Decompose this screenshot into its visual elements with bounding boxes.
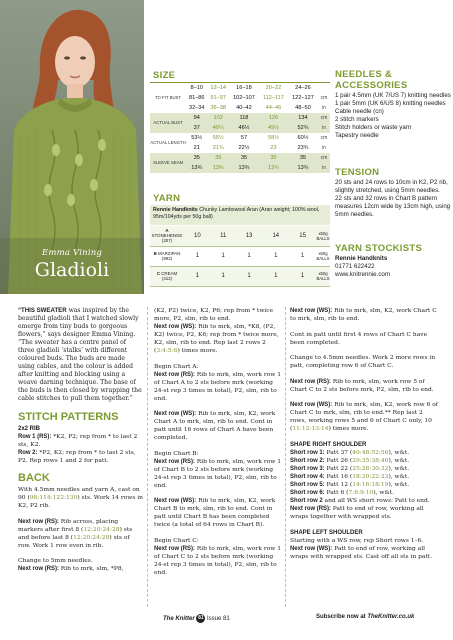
size-label-sleeve-seam: SLEEVE SEAM <box>150 153 186 173</box>
text: Patt 26 ( <box>324 456 353 464</box>
size-label-actual-bust: ACTUAL BUST <box>150 113 186 133</box>
rib-row-2 <box>18 449 143 465</box>
row-label: Next row (WS): <box>290 402 333 409</box>
size-values: 29:35:38:40 <box>352 456 389 464</box>
size-values: 18:20:22:23 <box>352 472 389 480</box>
row-label: Next row (WS): <box>290 308 333 314</box>
rib-heading: 2x2 RIB <box>18 425 41 432</box>
page-number-badge: 81 <box>198 615 204 621</box>
size-unit: cm <box>320 134 328 141</box>
text: ) sts. Work 14 rows in K2, P2 rib. <box>18 494 143 510</box>
yarn-cell: 1 <box>211 266 236 286</box>
row-label: Short row 1: <box>290 449 325 456</box>
text: Patt 12 ( <box>324 480 353 488</box>
chart-a-heading: Begin Chart A: <box>154 362 199 370</box>
yarn-unit-balls: BALLS <box>316 235 330 241</box>
size-cell: 35 <box>207 153 228 163</box>
yarn-letter: B <box>153 250 157 256</box>
size-cell: 118 <box>229 113 259 123</box>
size-cell: 22½ <box>238 144 250 151</box>
cont-patt: Cont in patt until first 4 rows of Chart C have been completed. <box>290 330 428 346</box>
row-label: Next row (WS): <box>154 498 197 505</box>
yarn-brand: Rennie Handknits <box>153 207 198 213</box>
short-row <box>290 481 440 489</box>
chart-b-heading: Begin Chart B: <box>154 449 199 457</box>
size-cell: 81–86 <box>188 94 205 101</box>
intro-paragraph <box>18 307 143 403</box>
shape-right-shoulder-heading: SHAPE RIGHT SHOULDER <box>290 441 367 448</box>
table-row <box>150 226 330 246</box>
yarn-unit <box>316 246 330 266</box>
left-shoulder-intro: Starting with a WS row, rep Short rows 1–6. <box>290 536 424 544</box>
change-needles: Change to 4.5mm needles. Work 2 more rows in patt, completing row 6 of Chart C. <box>290 354 436 370</box>
text: ) sts of row. Work 1 row even in rib. <box>18 533 130 549</box>
row-label: Short row 4: <box>290 473 325 480</box>
row-label: Row 1 (RS): <box>18 433 52 440</box>
short-row <box>290 473 440 481</box>
table-row <box>150 113 330 123</box>
ws-row <box>154 323 282 355</box>
size-cell: 58½ <box>267 134 279 141</box>
row-label: Short row 2 <box>290 497 323 504</box>
column-divider <box>285 307 286 607</box>
size-unit <box>318 83 330 93</box>
row-label: Next row (RS): <box>154 545 195 552</box>
size-values: 40:48:52:56 <box>352 448 389 456</box>
pattern-title: Gladioli <box>34 259 110 281</box>
needles-heading-line1: NEEDLES & <box>335 69 393 80</box>
table-row <box>150 266 330 286</box>
footer-magazine <box>163 614 230 623</box>
text: ), w&t. <box>388 472 410 480</box>
text: Rib across, placing markers after first 8 ( <box>18 517 119 533</box>
yarn-unit-weight: x50g <box>318 251 328 256</box>
size-cell: 126 <box>259 113 288 123</box>
yarn-colour <box>150 266 184 286</box>
left-shoulder-ws <box>290 545 440 561</box>
text: ) times more. <box>177 347 218 354</box>
chart-b-rs <box>154 458 282 490</box>
yarn-cell: 13 <box>236 226 263 246</box>
model-photo <box>0 0 144 294</box>
text: ), w&t. <box>388 480 410 488</box>
size-cell: 35 <box>259 153 288 163</box>
row-label: Next row (RS): <box>154 371 195 378</box>
row-label: Short row 6: <box>290 489 325 496</box>
row-label: Next row (RS): <box>290 378 331 385</box>
yarn-cell: 1 <box>262 246 289 266</box>
row-text: *K2, P2; rep from * to last 2 sts, K2. <box>18 432 138 448</box>
text: Patt 16 ( <box>324 472 353 480</box>
yarn-cell: 1 <box>236 266 263 286</box>
yarn-unit-balls: BALLS <box>316 256 330 261</box>
short-row-ws <box>290 497 440 505</box>
size-table <box>150 82 330 173</box>
size-values: 12:20:24:28 <box>73 533 110 541</box>
yarn-colour-code: (207) <box>161 238 173 244</box>
back-markers <box>18 518 143 550</box>
chart-b-ws <box>154 497 282 529</box>
row-text: Rib to mrk, slm, K2, work Chart A to mrk, slm, rib to end. Cont in patt until 16 rows of Chart A have been completed. <box>154 410 276 442</box>
column-divider <box>147 307 148 607</box>
table-row <box>150 246 330 266</box>
intro-text: was inspired by the beautiful gladioli that I watched slowly emerge from tiny buds to gorgeous flowers,” says designer Emma Vining. “The sweater has a centre panel of three gladioli ‘stalks’ with different coloured buds. The buds are made using cables, and the colour is added after knitting and blocking using a weave darning technique. The base of the buds is then closed by wrapping the cable stitches to pull them together.” <box>18 307 142 402</box>
size-unit: in <box>318 163 330 173</box>
text: ), w&t. <box>388 464 410 472</box>
yarn-unit-weight: x50g <box>318 230 328 236</box>
size-cell: 13¾ <box>288 163 318 173</box>
yarn-unit-weight: x50g <box>318 271 328 276</box>
text: Rib to mrk, slm, K2, work row 6 of Chart C to mrk, slm, rib to end.** Rep last 2 rows, working rows 5 and 6 of Chart C only, 10 ( <box>290 401 439 433</box>
row-label: Row 2: <box>18 449 38 456</box>
size-cell: 44–46 <box>265 104 282 111</box>
shape-left-shoulder-heading: SHAPE LEFT SHOULDER <box>290 529 363 536</box>
list-item: 1 pair 5mm (UK 6/US 8) knitting needles <box>335 100 446 108</box>
list-item: 2 stitch markers <box>335 116 379 124</box>
size-cell: 13¾ <box>259 163 288 173</box>
size-cell: 35 <box>186 153 207 163</box>
yarn-cell: 1 <box>289 266 316 286</box>
chart-c-rs <box>154 545 282 577</box>
size-cell: 91–97 <box>210 94 226 101</box>
row-text: Rib to mrk, slm, *P8, <box>58 565 124 573</box>
short-row <box>290 489 440 497</box>
text: With 4.5mm needles and yarn A, cast on 90 ( <box>18 486 140 502</box>
size-unit: cm <box>320 94 328 101</box>
row-label: Short row 3: <box>290 465 325 472</box>
size-cell: 23 <box>270 144 277 151</box>
yarn-colour-name: CREAM <box>161 270 178 276</box>
row-text: Rib to mrk, slm, work row 1 of Chart B to 2 sts before mrk (working 24-st rep 3 times in total), P2, slm, rib to end. <box>154 457 282 489</box>
yarn-colour-name: MARZIPAN <box>158 250 181 256</box>
chart-a-ws <box>154 410 282 442</box>
rs-end-row <box>290 505 440 521</box>
row-text: Rib to mrk, slm, work row 1 of Chart A to 2 sts before mrk (working 24-st rep 3 times in total), P2, slm, rib to end. <box>154 370 282 402</box>
row-label: Next row (WS): <box>154 411 197 418</box>
yarn-cell: 1 <box>236 246 263 266</box>
subscribe-link[interactable]: TheKnitter.co.uk <box>367 614 415 620</box>
text: ) sts and before last 8 ( <box>18 525 133 541</box>
size-cell: 49½ <box>259 123 288 133</box>
size-cell: 21¾ <box>212 144 224 151</box>
stitch-patterns-heading: STITCH PATTERNS <box>18 410 119 423</box>
size-values: 7:8:9:10 <box>348 488 374 496</box>
size-cell: 13¾ <box>207 163 228 173</box>
list-item: Tapestry needle <box>335 132 379 140</box>
size-cell: 102–107 <box>233 94 255 101</box>
size-cell: 32–34 <box>188 104 205 111</box>
yarn-cell: 1 <box>262 266 289 286</box>
short-row <box>290 465 440 473</box>
rib-row-1 <box>18 433 143 449</box>
yarn-cell: 15 <box>289 226 316 246</box>
text: Rib to mrk, slm, *K8, (P2, K2) twice, P2, K6; rep from * twice more, K2, slm, rib to end. Rep last 2 rows 2 ( <box>154 323 279 354</box>
row-text: Rib to mrk, slm, work row 1 of Chart C to 2 sts before mrk (working 24-st rep 3 times in total), P2, slm, rib to end. <box>154 544 282 576</box>
size-cell: 13¾ <box>229 163 259 173</box>
size-label-actual-length: ACTUAL LENGTH <box>150 140 186 145</box>
size-cell: 52¾ <box>288 123 318 133</box>
row-text: Patt to end of row, working all wraps with wrapped sts. Cast off all sts in patt. <box>290 544 433 560</box>
yarn-cell: 1 <box>184 246 211 266</box>
size-unit: in <box>322 104 326 111</box>
yarn-colour-code: (992) <box>161 256 173 261</box>
column-3 <box>290 307 440 568</box>
tension-paragraph: 20 sts and 24 rows to 10cm in K2, P2 rib, slightly stretched, using 5mm needles. <box>335 179 448 195</box>
size-values: 98:114:122:130 <box>29 494 78 502</box>
text: ), w&t. <box>388 456 410 464</box>
size-cell: 12–14 <box>207 83 228 93</box>
short-row <box>290 449 440 457</box>
size-cell: 55½ <box>212 134 224 141</box>
size-cell: 46½ <box>229 123 259 133</box>
tension-paragraph: 22 sts and 32 rows in Chart B pattern measures 12cm wide by 13cm high, using 5mm needles. <box>335 195 451 219</box>
ws-row-rep <box>290 401 440 433</box>
short-row <box>290 457 440 465</box>
row-text: Rib to mrk, slm, K2, work Chart B to mrk, slm, rib to end. Cont in patt until Chart B has been completed twice (a total of 64 rows in Chart B). <box>154 497 276 529</box>
intro-lead: “THIS SWEATER <box>18 307 67 314</box>
size-cell: 35 <box>229 153 259 163</box>
size-values: 14:16:18:19 <box>352 480 389 488</box>
size-label-to-fit: TO FIT BUST <box>150 83 186 113</box>
yarn-table <box>150 226 330 287</box>
chart-c-heading: Begin Chart C: <box>154 536 199 544</box>
row-label: Next row (WS): <box>154 324 197 330</box>
stockist-website[interactable]: www.knitrennie.com <box>335 271 391 279</box>
yarn-cell: 11 <box>211 226 236 246</box>
size-unit: in <box>322 144 326 151</box>
back-cast-on <box>18 486 143 510</box>
yarn-cell: 1 <box>184 266 211 286</box>
back-change-needles: Change to 5mm needles. <box>18 557 93 565</box>
text: Patt 6 ( <box>324 488 349 496</box>
row-text: Rib to mrk, slm, K2, work Chart C to mrk, slm, rib to end. <box>290 307 437 322</box>
size-cell: 57 <box>240 134 248 141</box>
size-cell: 16–18 <box>229 83 259 93</box>
yarn-desc: Chunky Lambswool Aran (Aran weight; 100% wool, 95m/104yds per 50g ball) <box>153 207 320 221</box>
yarn-colour <box>150 246 184 266</box>
size-cell: 48–50 <box>295 104 311 111</box>
tension-text <box>335 179 451 219</box>
subscribe-text: Subscribe now at <box>316 614 368 620</box>
stockist-phone: 01771 622422 <box>335 263 375 271</box>
rs-continued: (K2, P2) twice, K2, P6; rep from * twice more, P2, slm, rib to end. <box>154 307 274 322</box>
yarn-cell: 14 <box>262 226 289 246</box>
table-row <box>150 133 330 143</box>
yarn-cell: 1 <box>289 246 316 266</box>
size-cell: 53½ <box>191 134 203 141</box>
rs-row <box>290 378 440 394</box>
size-cell: 94 <box>186 113 207 123</box>
list-item: 1 pair 4.5mm (UK 7/US 7) knitting needles <box>335 92 451 99</box>
issue-number: Issue 81 <box>207 616 230 623</box>
yarn-heading: YARN <box>153 193 181 204</box>
needles-heading <box>335 70 407 91</box>
yarn-colour-name: STONEHENGE <box>151 233 183 239</box>
size-unit: cm <box>318 113 330 123</box>
row-text: Rib to mrk, slm, work row 5 of Chart C to 2 sts before mrk, P2, slm, rib to end. <box>290 377 434 393</box>
stockist-name: Rennie Handknits <box>335 255 388 262</box>
row-text: Patt to end of row, working all wraps together with wrapped sts. <box>290 504 424 520</box>
tension-heading: TENSION <box>335 167 380 178</box>
row-label: Short row 2: <box>290 457 325 464</box>
size-heading: SIZE <box>153 70 176 81</box>
text: Patt 22 ( <box>324 464 353 472</box>
size-cell: 8–10 <box>186 83 207 93</box>
needles-list <box>335 92 451 141</box>
yarn-colour-code: (412) <box>161 276 173 281</box>
size-cell: 122–127 <box>292 94 314 101</box>
size-unit: cm <box>318 153 330 163</box>
size-values: 3:4:5:6 <box>156 347 178 354</box>
yarn-description <box>150 205 330 225</box>
row-label: Next row (RS): <box>290 505 331 512</box>
size-cell: 37 <box>186 123 207 133</box>
size-cell: 112–117 <box>262 94 284 101</box>
table-row <box>150 153 330 163</box>
size-unit: in <box>318 123 330 133</box>
row-label: Next row (RS): <box>18 566 59 573</box>
size-values: 12:20:24:28 <box>83 525 120 533</box>
back-heading: BACK <box>18 472 50 485</box>
text: ), w&t. <box>373 488 395 496</box>
size-cell: 20–22 <box>259 83 288 93</box>
text: and all WS short rows: Patt to end. <box>322 496 430 504</box>
chart-c-ws <box>290 307 440 323</box>
size-cell: 35 <box>288 153 318 163</box>
row-label: Short row 5: <box>290 481 325 488</box>
row-text: *P2, K2; rep from * to last 2 sts, P2. Rep rows 1 and 2 for patt. <box>18 448 136 464</box>
yarn-unit <box>316 266 330 286</box>
magazine-name: The Knitter <box>163 616 195 623</box>
size-cell: 102 <box>207 113 228 123</box>
yarn-cell: 1 <box>211 246 236 266</box>
size-cell: 36–38 <box>210 104 226 111</box>
size-cell: 24–26 <box>288 83 318 93</box>
column-1 <box>18 307 143 581</box>
chart-a-rs <box>154 371 282 403</box>
stockists-info <box>335 255 451 279</box>
row-label: Next row (RS): <box>154 458 195 465</box>
size-cell: 21 <box>193 144 200 151</box>
yarn-unit-balls: BALLS <box>316 276 330 281</box>
table-row <box>150 83 330 93</box>
list-item: Stitch holders or waste yarn <box>335 124 412 132</box>
designer-name: Emma Vining <box>41 248 103 258</box>
text: ) times more. <box>328 425 369 433</box>
text: Patt 37 ( <box>324 448 353 456</box>
size-cell: 13¾ <box>186 163 207 173</box>
back-next-row <box>18 565 143 573</box>
yarn-cell: 10 <box>184 226 211 246</box>
row-label: Next row (WS): <box>290 545 333 552</box>
column-2 <box>154 307 282 585</box>
size-cell: 134 <box>288 113 318 123</box>
row-label: Next row (RS): <box>18 518 59 525</box>
needles-heading-line2: ACCESSORIES <box>335 79 408 91</box>
size-cell: 60½ <box>297 134 309 141</box>
size-cell: 40–42 <box>236 104 252 111</box>
yarn-colour <box>150 226 184 246</box>
yarn-letter: A <box>165 227 169 233</box>
yarn-unit <box>316 226 330 246</box>
footer-subscribe <box>316 614 414 620</box>
size-cell: 40¼ <box>207 123 228 133</box>
size-cell: 23¾ <box>297 144 309 151</box>
text: ), w&t. <box>388 448 410 456</box>
stockists-heading: YARN STOCKISTS <box>335 243 423 254</box>
yarn-letter: C <box>156 270 161 276</box>
size-values: 25:28:30:32 <box>352 464 389 472</box>
size-values: 11:12:13:14 <box>292 425 329 433</box>
list-item: Cable needle (cn) <box>335 108 384 116</box>
